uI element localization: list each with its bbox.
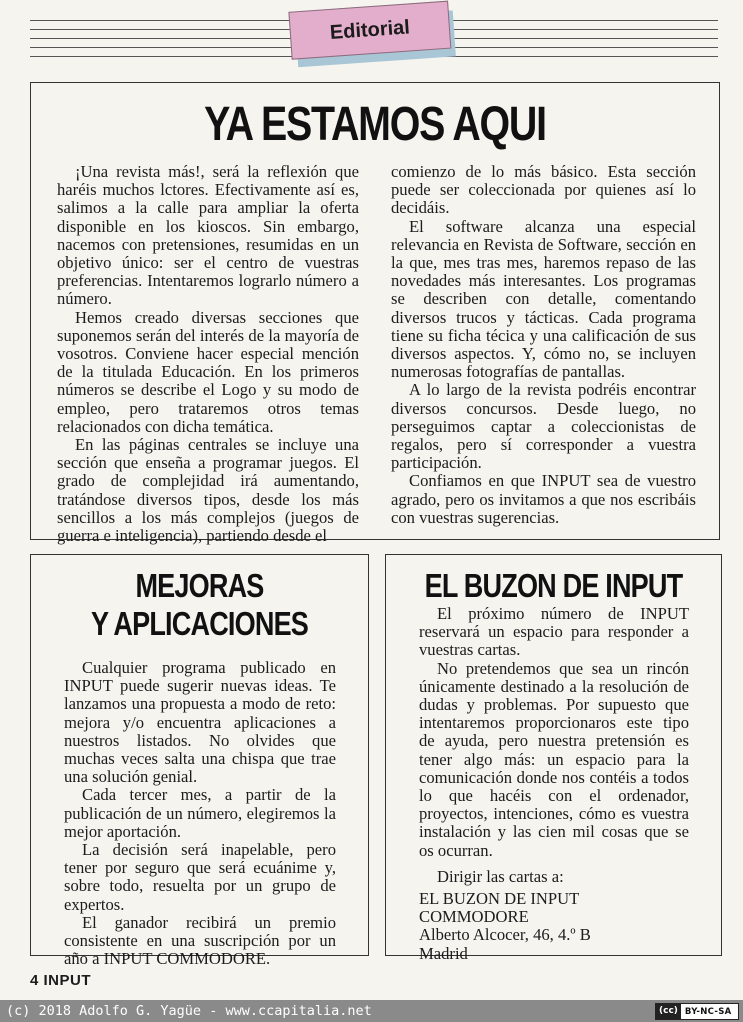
cc-icon: (cc) xyxy=(656,1004,681,1019)
editorial-column-2 xyxy=(391,163,696,527)
address-line: EL BUZON DE INPUT xyxy=(419,889,580,909)
buzon-box xyxy=(385,554,722,963)
address-line: Madrid xyxy=(419,943,468,963)
paragraph: A lo largo de la revista podréis encontrar diversos concursos. Desde luego, no perseguimos captar a coleccionistas de regalos, pero sí corresponder a vuestra participación. xyxy=(391,380,696,473)
buzon-title: EL BUZON DE INPUT xyxy=(424,567,683,604)
address-line: COMMODORE xyxy=(419,907,529,927)
paragraph: comienzo de lo más básico. Esta sección puede ser coleccionada por quienes así lo decidáis. xyxy=(391,162,696,218)
section-label: Editorial xyxy=(329,15,411,44)
paragraph: Confiamos en que INPUT sea de vuestro agrado, pero os invitamos a que nos escribáis con vuestras sugerencias. xyxy=(391,471,696,527)
paragraph: El próximo número de INPUT reservará un espacio para responder a vuestras cartas. xyxy=(419,604,689,660)
buzon-text xyxy=(419,605,689,963)
mejoras-title xyxy=(61,567,337,643)
editorial-box xyxy=(30,82,720,546)
paragraph: La decisión será inapelable, pero tener por seguro que será ecuánime y, sobre todo, resuelta por un grupo de expertos. xyxy=(64,840,336,914)
mejoras-box xyxy=(30,554,369,969)
address-line: Alberto Alcocer, 46, 4.º B xyxy=(419,925,591,945)
mailing-address xyxy=(419,890,689,963)
paragraph: Cualquier programa publicado en INPUT puede sugerir nuevas ideas. Te lanzamos una propuesta a modo de reto: mejora y/o encuentra aplicaciones a nuestros listados. No olvides que muchas veces salta una chispa que trae una solución genial. xyxy=(64,658,336,787)
paragraph: El software alcanza una especial relevancia en Revista de Software, sección en la que, mes tras mes, haremos repaso de las novedades más interesantes. Los programas se describen con detalle, comentando diversos trucos y tácticas. Cada programa tiene su ficha técica y una calificación de sus diversos aspectos. Y, cómo no, se incluyen numerosas fotografías de pantallas. xyxy=(391,216,696,382)
section-tab xyxy=(288,0,456,63)
paragraph: En las páginas centrales se incluye una sección que enseña a programar juegos. El grado de complejidad irá aumentando, tratándose diversos tipos, desde los más sencillos a los más complejos (juegos de guerra e inteligencia), partiendo desde el xyxy=(57,435,359,546)
mejoras-title-line2: Y APLICACIONES xyxy=(90,605,309,642)
mejoras-title-line1: MEJORAS xyxy=(135,567,264,604)
footer-bar xyxy=(0,1000,743,1022)
paragraph: Hemos creado diversas secciones que suponemos serán del interés de la mayoría de vosotros. Conviene hacer especial mención de la titulada Educación. En los primeros números se describe el Logo y su modo de empleo, pero trataremos otros temas relacionados con dicha temática. xyxy=(57,307,359,436)
paragraph: El ganador recibirá un premio consistente en una suscripción por un año a INPUT COMMODORE. xyxy=(64,912,336,969)
paragraph: Dirigir las cartas a: xyxy=(437,866,564,886)
footer-credit: (c) 2018 Adolfo G. Yagüe - www.ccapitalia.net xyxy=(6,1003,372,1019)
license-badge xyxy=(655,1003,739,1020)
editorial-column-1 xyxy=(57,163,359,545)
page-number: 4 INPUT xyxy=(30,972,92,989)
mejoras-text xyxy=(64,659,336,968)
license-label: BY-NC-SA xyxy=(684,1006,732,1017)
paragraph: Cada tercer mes, a partir de la publicación de un número, elegiremos la mejor aportación. xyxy=(64,785,336,841)
editorial-title: YA ESTAMOS AQUI xyxy=(204,98,546,151)
paragraph: ¡Una revista más!, será la reflexión que haréis muchos lctores. Efectivamente así es, salimos a la calle para ampliar la oferta disponible en los kioscos. Sin embargo, nacemos con pretensiones, resumidas en un objetivo único: ser el centro de vuestras preferencias. Intentaremos lograrlo número a número. xyxy=(57,162,359,309)
paragraph: No pretendemos que sea un rincón únicamente destinado a la resolución de dudas y problemas. Por supuesto que intentaremos proporcionaros este tipo de ayuda, pero nuestra pretensión es tener algo más: un espacio para la comunicación donde nos contéis a todos lo que hacéis con el ordenador, proyectos, intenciones, cómo es vuestra instalación y las cien mil cosas que se os ocurran. xyxy=(419,658,689,860)
